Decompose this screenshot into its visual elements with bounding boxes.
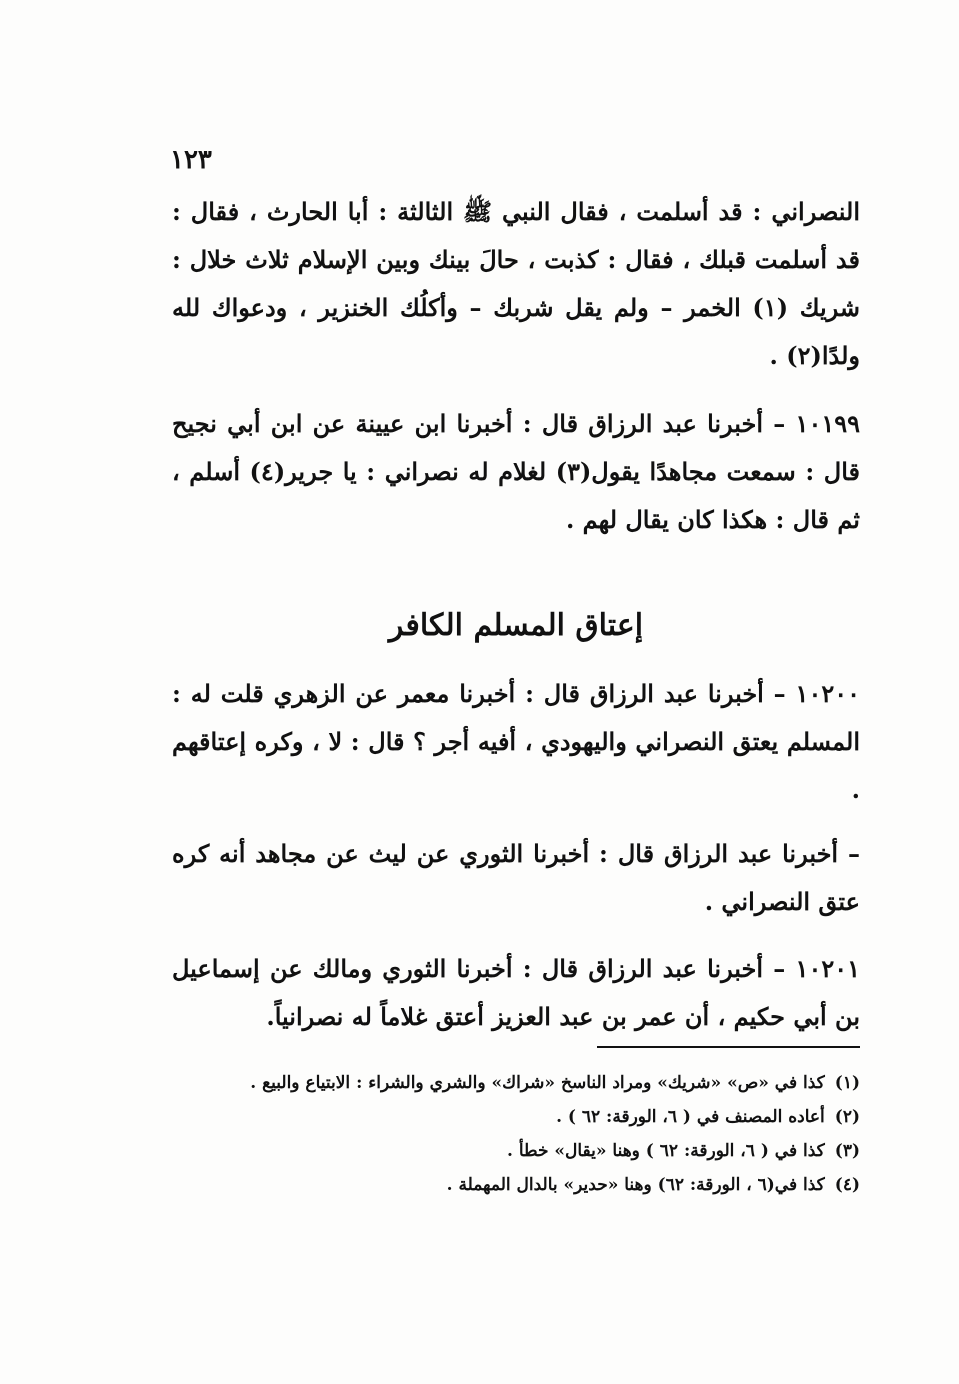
paragraph-10201: ١٠٢٠١ – أخبرنا عبد الرزاق قال : أخبرنا الثوري ومالك عن إسماعيل بن أبي حكيم ، أن عمر بن عبد العزيز أعتق غلاماً له نصرانياً.	[172, 954, 860, 1031]
footnote-number: (٢)	[834, 1107, 860, 1127]
footnote-text: كذا في «ص» «شريك» ومراد الناسخ «شراك» والشري والشراء : الابتياع والبيع .	[250, 1073, 825, 1093]
footnote-3	[192, 1134, 860, 1168]
paragraph-unnumbered: – أخبرنا عبد الرزاق قال : أخبرنا الثوري عن ليث عن مجاهد أنه كره عتق النصراني .	[172, 839, 860, 916]
footnote-4	[192, 1168, 860, 1202]
footnote-2	[192, 1100, 860, 1134]
footnote-text: أعاده المصنف في ( ٦، الورقة: ٦٢ ) .	[556, 1107, 825, 1127]
footnote-divider	[597, 1046, 860, 1048]
footnote-text: كذا في ( ٦، الورقة: ٦٢ ) وهنا «يقال» خطأ .	[506, 1141, 825, 1161]
footnote-number: (١)	[834, 1073, 860, 1093]
paragraph-10200: ١٠٢٠٠ – أخبرنا عبد الرزاق قال : أخبرنا معمر عن الزهري قلت له : المسلم يعتق النصراني واليهودي ، أفيه أجر ؟ قال : لا ، وكره إعتاقهم .	[172, 679, 860, 804]
paragraph-continuation: النصراني : قد أسلمت ، فقال النبي ﷺ الثالثة : أبا الحارث ، فقال : قد أسلمت قبلك ، فقال : كذبت ، حالَ بينك وبين الإسلام ثلاث خلال : شريك (١) الخمر – ولم يقل شربك – وأكلُك الخنزير ، ودعواك لله ولدًا(٢) .	[172, 197, 860, 370]
footnote-number: (٤)	[834, 1175, 860, 1195]
footnote-text: كذا في(٦ ، الورقة: ٦٢) وهنا «حدير» بالدال المهملة .	[446, 1175, 825, 1195]
paragraph-10199: ١٠١٩٩ – أخبرنا عبد الرزاق قال : أخبرنا ابن عيينة عن ابن أبي نجيح قال : سمعت مجاهدًا يقول(٣) لغلام له نصراني : يا جرير(٤) أسلم ، ثم قال : هكذا كان يقال لهم .	[172, 409, 860, 534]
page-number: ١٢٣	[170, 145, 212, 175]
footnote-number: (٣)	[834, 1141, 860, 1161]
footnotes	[192, 1066, 860, 1202]
section-heading: إعتاق المسلم الكافر	[388, 608, 644, 643]
footnote-1	[192, 1066, 860, 1100]
